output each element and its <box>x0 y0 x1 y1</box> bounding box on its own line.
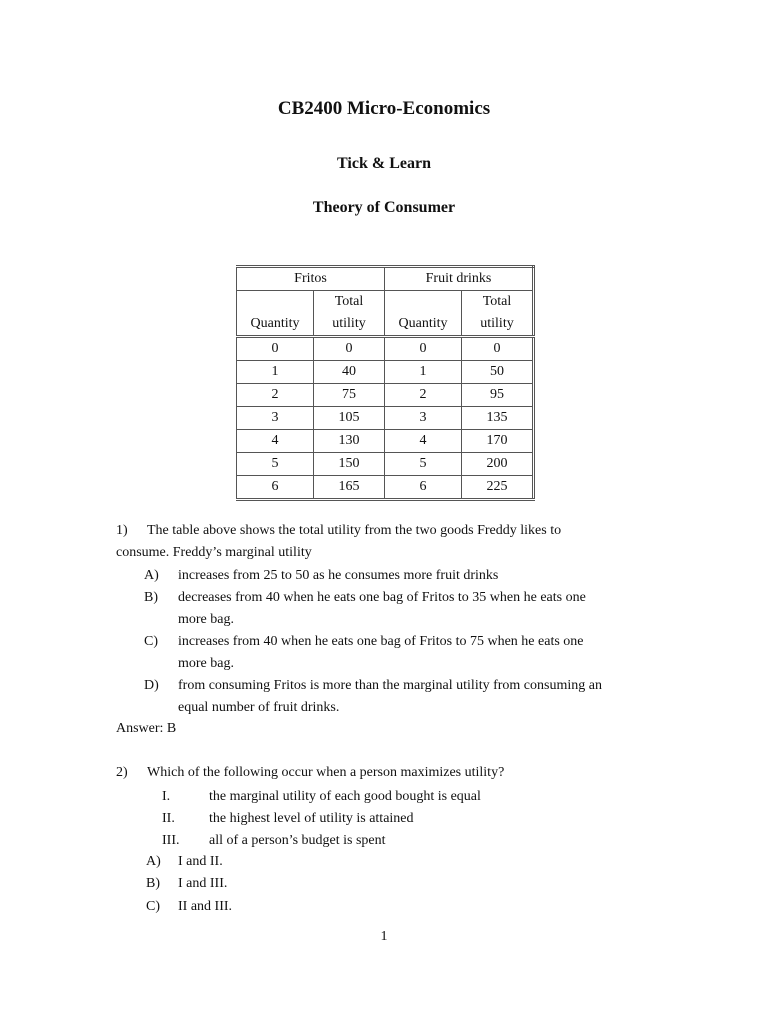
header-utility: utility <box>314 313 385 337</box>
table-cell: 3 <box>237 407 314 430</box>
option-text: equal number of fruit drinks. <box>178 700 340 715</box>
table-cell: 95 <box>462 384 534 407</box>
question-2-text: Which of the following occur when a person maximizes utility? <box>147 765 505 780</box>
table-cell: 130 <box>314 430 385 453</box>
option-letter: D) <box>144 678 159 693</box>
header-blank <box>237 291 314 314</box>
table-cell: 1 <box>237 361 314 384</box>
table-row <box>237 430 534 453</box>
header-total: Total <box>462 291 534 314</box>
table-cell: 0 <box>385 337 462 361</box>
question-2-number: 2) <box>116 765 128 780</box>
table-cell: 6 <box>237 476 314 500</box>
table-cell: 150 <box>314 453 385 476</box>
option-text: I and III. <box>178 876 228 891</box>
question-1-text-line-2: consume. Freddy’s marginal utility <box>116 545 312 560</box>
option-text: I and II. <box>178 854 223 869</box>
table-cell: 1 <box>385 361 462 384</box>
option-letter: B) <box>146 876 160 891</box>
table-cell: 75 <box>314 384 385 407</box>
table-row <box>237 384 534 407</box>
table-cell: 135 <box>462 407 534 430</box>
table-cell: 6 <box>385 476 462 500</box>
topic-title: Theory of Consumer <box>312 199 456 216</box>
header-quantity: Quantity <box>237 313 314 337</box>
option-text: more bag. <box>178 656 234 671</box>
table-cell: 225 <box>462 476 534 500</box>
table-row <box>237 337 534 361</box>
table-row <box>237 407 534 430</box>
statement-roman: III. <box>162 833 180 848</box>
header-total: Total <box>314 291 385 314</box>
header-quantity: Quantity <box>385 313 462 337</box>
option-text: decreases from 40 when he eats one bag of Fritos to 35 when he eats one <box>178 590 586 605</box>
question-1-number: 1) <box>116 523 128 538</box>
table-cell: 0 <box>462 337 534 361</box>
option-letter: A) <box>146 854 161 869</box>
course-title: CB2400 Micro-Economics <box>277 98 491 119</box>
option-letter: C) <box>144 634 158 649</box>
table-cell: 4 <box>237 430 314 453</box>
statement-text: the marginal utility of each good bought is equal <box>209 789 481 804</box>
utility-table <box>236 265 535 501</box>
option-text: from consuming Fritos is more than the marginal utility from consuming an <box>178 678 602 693</box>
option-text: increases from 25 to 50 as he consumes more fruit drinks <box>178 568 499 583</box>
option-text: increases from 40 when he eats one bag of Fritos to 75 when he eats one <box>178 634 584 649</box>
header-blank <box>385 291 462 314</box>
option-text: II and III. <box>178 899 233 914</box>
table-cell: 2 <box>237 384 314 407</box>
option-letter: C) <box>146 899 160 914</box>
statement-text: the highest level of utility is attained <box>209 811 414 826</box>
header-fruit-drinks: Fruit drinks <box>385 267 534 291</box>
table-cell: 3 <box>385 407 462 430</box>
question-1-answer: Answer: B <box>116 721 177 736</box>
question-1-text-line-1: The table above shows the total utility from the two goods Freddy likes to <box>147 523 562 538</box>
page-number: 1 <box>380 929 388 944</box>
header-utility: utility <box>462 313 534 337</box>
subtitle: Tick & Learn <box>337 155 431 172</box>
table-cell: 105 <box>314 407 385 430</box>
table-cell: 200 <box>462 453 534 476</box>
table-row <box>237 453 534 476</box>
table-cell: 50 <box>462 361 534 384</box>
statement-roman: II. <box>162 811 175 826</box>
option-text: more bag. <box>178 612 234 627</box>
option-letter: B) <box>144 590 158 605</box>
table-row <box>237 361 534 384</box>
option-letter: A) <box>144 568 159 583</box>
header-fritos: Fritos <box>237 267 385 291</box>
table-cell: 40 <box>314 361 385 384</box>
table-row <box>237 476 534 500</box>
statement-roman: I. <box>162 789 171 804</box>
table-cell: 5 <box>237 453 314 476</box>
statement-text: all of a person’s budget is spent <box>209 833 386 848</box>
table-cell: 2 <box>385 384 462 407</box>
table-cell: 0 <box>237 337 314 361</box>
table-cell: 5 <box>385 453 462 476</box>
table-cell: 4 <box>385 430 462 453</box>
table-cell: 165 <box>314 476 385 500</box>
table-cell: 170 <box>462 430 534 453</box>
table-cell: 0 <box>314 337 385 361</box>
